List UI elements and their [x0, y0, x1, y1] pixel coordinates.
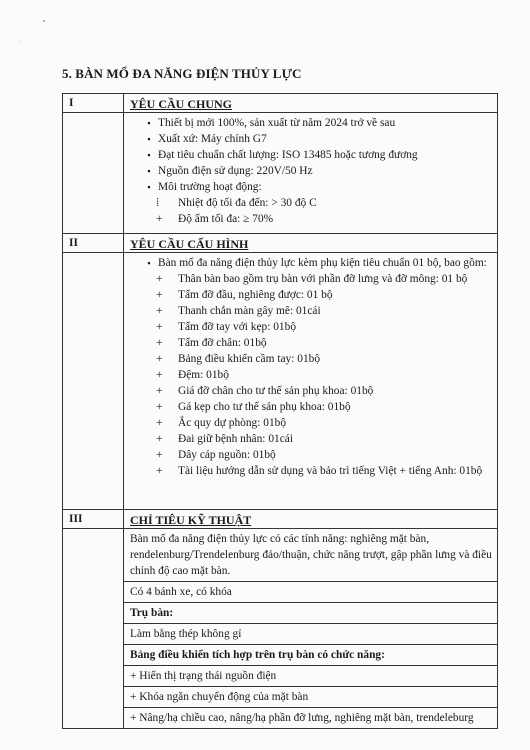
list-item: ▪ Nguồn điện sử dụng: 220V/50 Hz: [130, 163, 493, 179]
row-divider: [124, 644, 497, 645]
sub-list-item: [130, 319, 493, 335]
section-heading: CHỈ TIÊU KỸ THUẬT: [124, 510, 498, 529]
control-function: + Hiển thị trạng thái nguồn điện: [130, 670, 277, 682]
plus-icon: +: [156, 321, 163, 333]
plus-icon: +: [156, 289, 163, 301]
section-body-row: [63, 113, 498, 234]
row-divider: [124, 665, 497, 666]
sub-list-text: Giá đỡ chân cho tư thế sản phụ khoa: 01bộ: [178, 385, 374, 397]
plus-icon: +: [156, 305, 163, 317]
sub-list-text: Tài liệu hướng dẫn sử dụng và bảo trì tiếng Việt + tiếng Anh: 01bộ: [178, 465, 483, 477]
sub-list-item: [130, 351, 493, 367]
sub-list-text: Dây cáp nguồn: 01bộ: [178, 449, 276, 461]
features-paragraph: Bàn mổ đa năng điện thủy lực có các tính năng: nghiêng mặt bàn, rendelenburg/Trendelenburg đảo/thuận, chức năng trượt, gập phần lưng và điều chỉnh độ cao mặt bàn.: [130, 533, 492, 577]
sub-list-text: Bảng điều khiển cầm tay: 01bộ: [178, 353, 321, 365]
control-function: + Nâng/hạ chiều cao, nâng/hạ phần đỡ lưng, nghiêng mặt bàn, trendeleburg: [130, 712, 474, 724]
bullet-icon: ▪: [147, 182, 151, 192]
list-item: ▪ Bàn mổ đa năng điện thủy lực kèm phụ kiện tiêu chuẩn 01 bộ, bao gồm:: [130, 255, 493, 271]
technical-specifications: [124, 529, 498, 729]
scan-speck: [43, 20, 45, 22]
sub-list-item: + Độ ẩm tối đa: ≥ 70%: [156, 213, 274, 225]
list-item: ▪ Xuất xứ: Máy chính G7: [130, 131, 493, 147]
bullet-icon: ▪: [147, 258, 151, 268]
plus-icon: +: [156, 465, 163, 477]
sub-list-text: Đệm: 01bộ: [178, 369, 229, 381]
subsection-heading: Bảng điều khiển tích hợp trên trụ bàn có chức năng:: [130, 649, 385, 661]
section-heading: YÊU CẦU CHUNG: [124, 94, 498, 113]
spec-table: [62, 93, 498, 729]
section-header-row: [63, 94, 498, 113]
row-divider: [124, 707, 497, 708]
section-heading: YÊU CẦU CẤU HÌNH: [124, 234, 498, 253]
sub-list-item: [130, 303, 493, 319]
plus-icon: +: [156, 385, 163, 397]
bullet-icon: ▪: [147, 118, 151, 128]
list-item: ▪ Đạt tiêu chuẩn chất lượng: ISO 13485 hoặc tương đương: [130, 147, 493, 163]
dash-icon: ⁞: [156, 197, 160, 209]
list-item: ▪ Thiết bị mới 100%, sản xuất từ năm 2024 trở về sau: [130, 115, 493, 131]
sub-list-item: [130, 287, 493, 303]
plus-icon: +: [156, 273, 163, 285]
sub-list-item: [130, 383, 493, 399]
configuration-requirements: [124, 253, 498, 510]
sub-list-text: Gá kẹp cho tư thế sản phụ khoa: 01bộ: [178, 401, 351, 413]
sub-list-text: Tấm đỡ chân: 01bộ: [178, 337, 267, 349]
sub-list-text: Thanh chắn màn gây mê: 01cái: [178, 305, 321, 317]
configuration-list: [130, 271, 493, 479]
scan-speck: [20, 41, 21, 42]
plus-icon: +: [156, 213, 163, 225]
bullet-icon: ▪: [147, 150, 151, 160]
plus-icon: +: [156, 401, 163, 413]
sub-list-item: ⁞ Nhiệt độ tối đa đến: > 30 độ C: [156, 197, 317, 209]
row-divider: [124, 602, 497, 603]
sub-list-text: Thân bàn bao gồm trụ bàn với phần đỡ lưng và đỡ mông: 01 bộ: [178, 273, 468, 285]
section-number: II: [63, 234, 124, 253]
sub-list-item: [130, 399, 493, 415]
section-title: 5. BÀN MỔ ĐA NĂNG ĐIỆN THỦY LỰC: [62, 66, 302, 81]
sub-list-item: [130, 335, 493, 351]
row-divider: [124, 686, 497, 687]
plus-icon: +: [156, 417, 163, 429]
control-function: + Khóa ngăn chuyển động của mặt bàn: [130, 691, 309, 703]
section-number: III: [63, 510, 124, 529]
section-header-row: [63, 234, 498, 253]
sub-list-item: [130, 447, 493, 463]
section-header-row: [63, 510, 498, 529]
sub-list-item: [130, 271, 493, 287]
bullet-icon: ▪: [147, 166, 151, 176]
general-requirements: [124, 113, 498, 234]
sub-list-text: Ắc quy dự phòng: 01bộ: [178, 417, 287, 429]
plus-icon: +: [156, 433, 163, 445]
sub-list-item: [130, 367, 493, 383]
plus-icon: +: [156, 369, 163, 381]
wheels-text: Có 4 bánh xe, có khóa: [130, 586, 232, 598]
section-number: I: [63, 94, 124, 113]
bullet-icon: ▪: [147, 134, 151, 144]
row-divider: [124, 581, 497, 582]
list-item: ▪ Môi trường hoạt động:: [130, 179, 493, 195]
plus-icon: +: [156, 337, 163, 349]
plus-icon: +: [156, 449, 163, 461]
sub-list-text: Đai giữ bệnh nhân: 01cái: [178, 433, 293, 445]
sub-list-item: [130, 431, 493, 447]
sub-list-item: [130, 415, 493, 431]
sub-list-item: [130, 463, 493, 479]
row-divider: [124, 623, 497, 624]
subsection-heading: Trụ bàn:: [130, 607, 174, 619]
section-body-row: [63, 529, 498, 729]
sub-list-text: Tấm đỡ đầu, nghiêng được: 01 bộ: [178, 289, 333, 301]
sub-list-text: Tấm đỡ tay với kẹp: 01bộ: [178, 321, 297, 333]
material-text: Làm bằng thép không gỉ: [130, 628, 242, 640]
plus-icon: +: [156, 353, 163, 365]
section-body-row: [63, 253, 498, 510]
